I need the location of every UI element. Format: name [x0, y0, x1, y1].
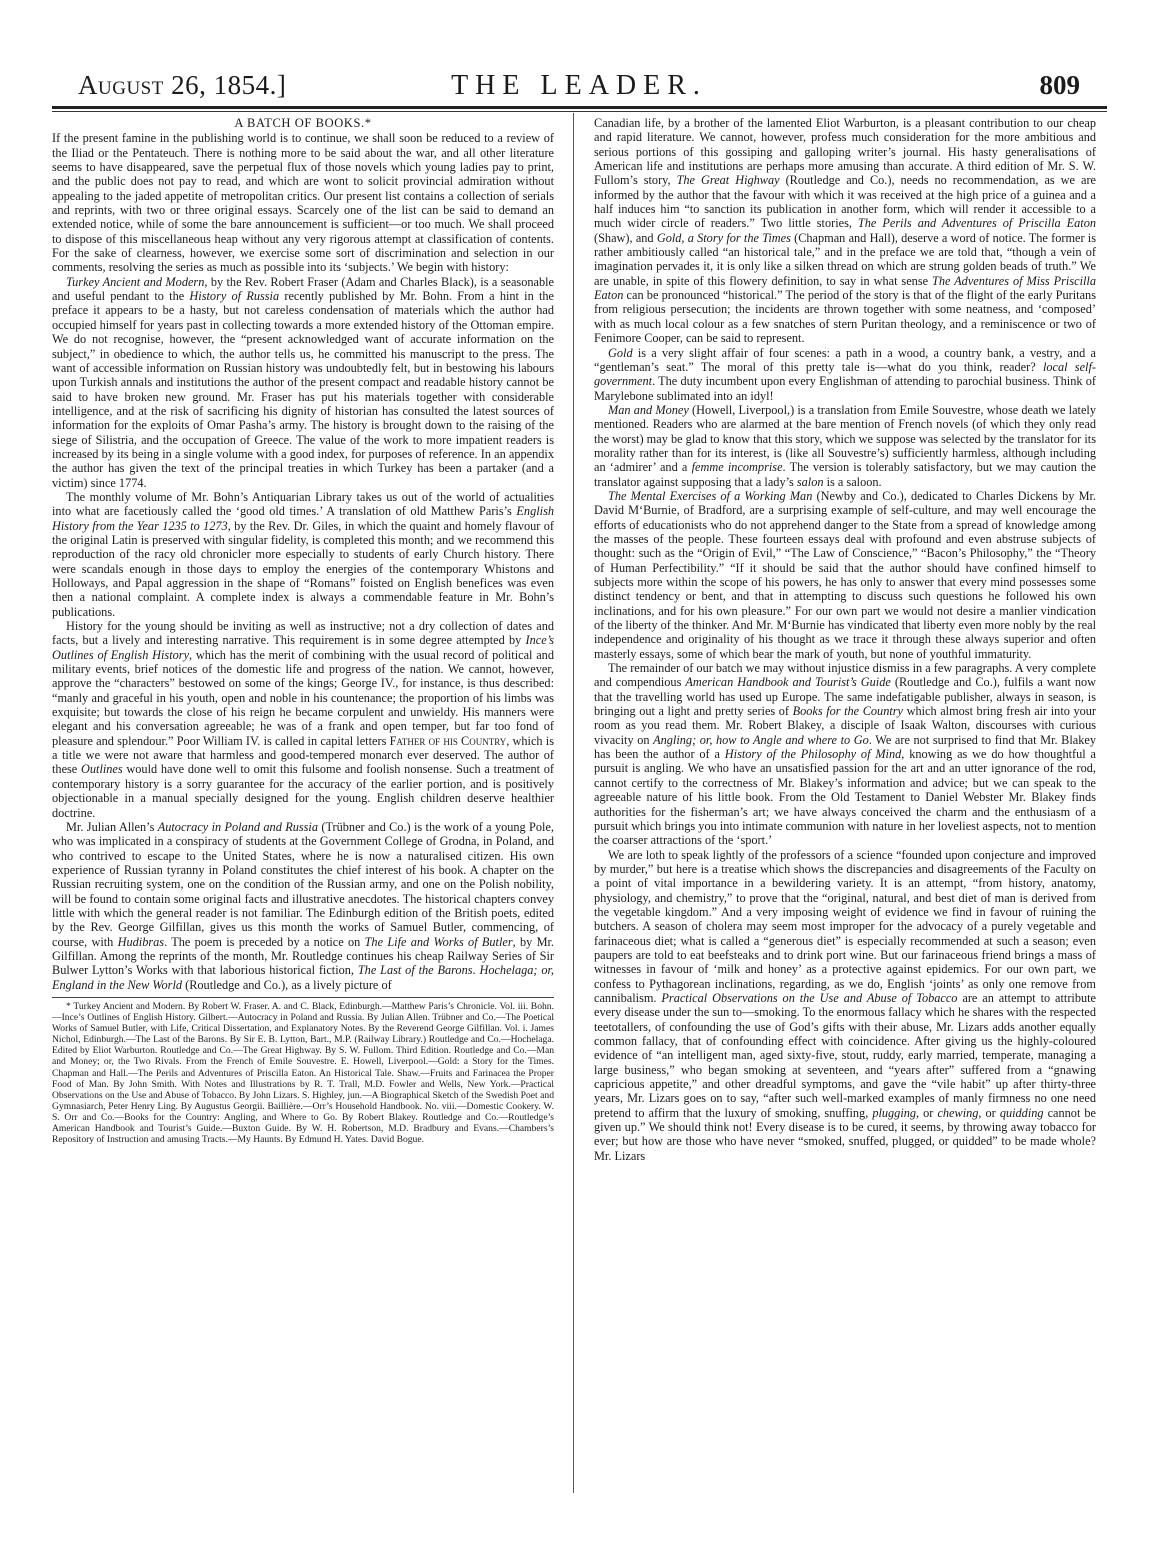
left-column — [52, 116, 554, 1145]
paragraph-hochelaga: Canadian life, by a brother of the lamented Eliot Warburton, is a pleasant contribution to our cheap and rapid literature. We cannot, however, profess much consideration for the more ambitious and serious portions of this gossiping and galloping writer’s journal. His hasty generalisations of American life and institutions are perhaps more amusing than accurate. A third edition of Mr. S. W. Fullom’s story, The Great Highway (Routledge and Co.), needs no recommendation, as we are informed by the author that the favour with which it was received at the high price of a guinea and a half induces him “to sanction its publication in another form, which will render it accessible to a much wider circle of readers.” Two little stories, The Perils and Adventures of Priscilla Eaton (Shaw), and Gold, a Story for the Times (Chapman and Hall), deserve a word of notice. The former is rather ambitiously called “an historical tale,” and in the preface we are told that, “though a vein of imagination pervades it, it is only like a silken thread on which are strung golden beads of truth.” We are unable, in spite of this flowery definition, to say in what sense The Adventures of Miss Priscilla Eaton can be pronounced “historical.” The period of the story is that of the flight of the early Puritans from religious persecution; the incidents are thrown together with some neatness, and ‘composed’ with as much local colour as a few snatches of stern Puritan theology, and a reminiscence or two of Fenimore Cooper, can be said to represent. — [594, 116, 1097, 346]
footnote-rule — [52, 997, 554, 998]
paragraph-history-young: History for the young should be inviting as well as instructive; not a dry collection of dates and facts, but a lively and interesting narrative. This requirement is in some degree attempted by Ince’s Outlines of English History, which has the merit of combining with the usual record of political and military events, brief notices of the domestic life and progress of the nation. We cannot, however, approve the “characters” bestowed on some of the kings; George IV., for instance, is thus described: “manly and graceful in his youth, open and noble in his countenance; the proportion of his limbs was exquisite; but towards the close of his reign he became corpulent and unwieldy. His manners were elegant and his conversation agreeable; he was of a frank and open temper, but far too fond of pleasure and splendour.” Poor William IV. is called in capital letters Father of his Country, which is a title we were not aware that harmless and good-tempered monarch ever deserved. The author of these Outlines would have done well to omit this fulsome and foolish nonsense. Such a treatment of contemporary history is a sorry guarantee for the accuracy of the earlier portion, and is positively objectionable in a manual specially designed for the young. English children deserve healthier doctrine. — [52, 619, 554, 820]
paragraph-intro: If the present famine in the publishing world is to continue, we shall soon be reduced to a review of the Iliad or the Pentateuch. There is nothing more to be said about the war, and all other literature seems to have disappeared, save the perpetual flux of those novels which young ladies pay to print, and the public does not pay to read, and which are wont to solicit provincial admiration without appealing to the jaded appetite of metropolitan critics. Our present list contains a collection of serials and reprints, with two or three original essays. Scarcely one of the list can be said to demand an extended notice, while of some the bare announcement is sufficient—or too much. We shall proceed to dispose of this miscellaneous heap without any very rigorous attempt at classification of contents. For the sake of clearness, however, we exercise some sort of discrimination and selection in our comments, resolving the series as much as possible into its ‘subjects.’ We begin with history: — [52, 131, 554, 275]
masthead — [78, 70, 1080, 110]
header-rule-thin — [52, 111, 1107, 112]
article-heading: A BATCH OF BOOKS.* — [234, 116, 372, 130]
right-column — [594, 116, 1096, 1163]
paragraph-remainder: The remainder of our batch we may without injustice dismiss in a few paragraphs. A very complete and compendious American Handbook and Tourist’s Guide (Routledge and Co.), fulfils a want now that the travelling world has used up Europe. The same indefatigable publisher, always in season, is bringing out a light and pretty series of Books for the Country which almost bring fresh air into your room as you read them. Mr. Robert Blakey, a disciple of Isaak Walton, discourses with curious vivacity on Angling; or, how to Angle and where to Go. We are not surprised to find that Mr. Blakey has been the author of a History of the Philosophy of Mind, knowing as we do how thoughtful a pursuit is angling. We who have an unsatisfied passion for the art and an utter ignorance of the rod, cannot certify to the correctness of Mr. Blakey’s information and advice; but we can speak to the agreeable nature of his little book. From the Old Testament to Daniel Webster Mr. Blakey finds authorities for the fisherman’s art; we have always conceived the charm and the enthusiasm of a pursuit which brings you into intimate communion with nature in her loveliest aspects, not to mention the coarser attractions of the ‘sport.’ — [594, 661, 1097, 848]
paragraph-gold: Gold is a very slight affair of four scenes: a path in a wood, a country bank, a vestry, and a “gentleman’s seat.” The moral of this pretty tale is—what do you think, reader? local self-government. The duty incumbent upon every Englishman of attending to parochial business. Think of Marylebone sublimated into an idyl! — [594, 345, 1096, 403]
column-divider — [573, 113, 574, 1493]
issue-date: August 26, 1854.] — [78, 70, 287, 100]
footnote: * Turkey Ancient and Modern. By Robert W. Fraser. A. and C. Black, Edinburgh.—Matthew Paris’s Chronicle. Vol. iii. Bohn.—Ince’s Outlines of English History. Gilbert.—Autocracy in Poland and Russia. By Julian Allen. Trübner and Co.—The Poetical Works of Samuel Butler, with Life, Critical Dissertation, and Explanatory Notes. By the Reverend George Gilfillan. Vol. i. James Nichol, Edinburgh.—The Last of the Barons. By Sir E. B. Lytton, Bart., M.P. (Railway Library.) Routledge and Co.—Hochelaga. Edited by Eliot Warburton. Routledge and Co.—The Great Highway. By S. W. Fullom. Third Edition. Routledge and Co.—Man and Money; or, the Two Rivals. From the French of Emile Souvestre. E. Howell, Liverpool.—Gold: a Story for the Times. Chapman and Hall.—The Perils and Adventures of Priscilla Eaton. An Historical Tale. Shaw.—Fruits and Farinacea the Proper Food of Man. By John Smith. With Notes and Illustrations by R. T. Trall, M.D. Fowler and Wells, New York.—Practical Observations on the Use and Abuse of Tobacco. By John Lizars. S. Highley, jun.—A Biographical Sketch of the Swedish Poet and Gymnasiarch, Peter Henry Ling. By Augustus Georgii. Baillière.—Orr’s Household Handbook. No. viii.—Domestic Cookery. W. S. Orr and Co.—Books for the Country: Angling, and Where to Go. By Robert Blakey. Routledge and Co.—Routledge’s American Handbook and Tourist’s Guide.—Buxton Guide. By W. H. Robertson, M.D. Bradbury and Evans.—Chambers’s Repository of Instruction and amusing Tracts.—My Haunts. By Edmund H. Yates. David Bogue. — [52, 1000, 554, 1146]
paragraph-man-and-money: Man and Money (Howell, Liverpool,) is a translation from Emile Souvestre, whose death we lately mentioned. Readers who are alarmed at the bare mention of French novels (of which they only read the worst) may be glad to know that this story, which we suppose was selected by the translator for its morality rather than for its interest, is (like all Souvestre’s) sufficiently harmless, although including an ‘admirer’ and a femme incomprise. The version is tolerably satisfactory, but we may caution the translator against supposing that a lady’s salon is a saloon. — [594, 402, 1096, 489]
paragraph-diet-tobacco: We are loth to speak lightly of the professors of a science “founded upon conjecture and improved by murder,” but here is a treatise which shows the discrepancies and disagreements of the Faculty on a point of vital importance in a bewildering variety. It is an attempt, “from history, anatomy, physiology, and chemistry,” to prove that the “original, natural, and best diet of man is derived from the vegetable kingdom.” And a very imposing weight of evidence we find in favour of ruining the butchers. A season of cholera may seem most improper for the advocacy of a purely vegetable and farinaceous diet; what is called a “generous diet” is especially recommended at such a season; even paupers are told to eat beefsteaks and to drink port wine. But our farinaceous friend brings a mass of witnesses in favour of ‘milk and honey’ as a protective against epidemics. For our own part, we confess to Pythagorean inclinations, regarding, as we do, English ‘joints’ as only one remove from cannibalism. Practical Observations on the Use and Abuse of Tobacco are an attempt to attribute every disease under the sun to—smoking. To the enormous fallacy which he shares with the respected teetotallers, of confounding the use of God’s gifts with their abuse, Mr. Lizars adds another equally common fallacy, that of confounding effect with coincidence. After giving us the highly-coloured evidence of “an intelligent man, aged sixty-five, stout, ruddy, early married, temperate, managing a large business,” who began smoking at seventeen, and “years after” suffered from a “gnawing capricious appetite,” and other dreadful symptoms, and gave the “vile habit” up after thirty-three years, Mr. Lizars goes on to say, “after such well-marked examples of manly firmness no one need pretend to affirm that the luxury of smoking, snuffing, plugging, or chewing, or quidding cannot be given up.” We should think not! Every disease is to be cured, it seems, by throwing away tobacco for ever; but how are those who have never “smoked, snuffed, plugged, or quidded” to be made whole? Mr. Lizars — [594, 847, 1097, 1163]
paragraph-turkey: Turkey Ancient and Modern, by the Rev. Robert Fraser (Adam and Charles Black), is a seasonable and useful pendant to the History of Russia recently published by Mr. Bohn. From a hint in the preface it appears to be a hasty, but not careless condensation of materials which the author had occupied himself for years past in collecting towards a more extended history of the Ottoman empire. We do not recognise, however, the “present acknowledged want of accurate information on the subject,” in obedience to which, the author tells us, he committed his manuscript to the press. The want of accessible information on Russian history was undoubtedly felt, but in bestowing his labours upon Turkish annals and institutions the author of the present compact and readable history cannot be said to have broken new ground. Mr. Fraser has put his materials together with considerable intelligence, and at the risk of sacrificing his dignity of historian has consulted the latest sources of information for the exploits of Omar Pasha’s army. The history is brought down to the raising of the siege of Silistria, and the occupation of Greece. The value of the work to more impatient readers is increased by its being in a single volume with a good index, for purposes of reference. In an appendix the author has given the text of the principal treaties in which Turkey has been a partaker (and a victim) since 1774. — [52, 274, 554, 490]
header-rule — [52, 106, 1107, 109]
newspaper-title: THE LEADER. — [451, 70, 707, 101]
paragraph-allen: Mr. Julian Allen’s Autocracy in Poland and Russia (Trübner and Co.) is the work of a young Pole, who was implicated in a conspiracy of students at the Government College of Grodna, in Poland, and who contrived to escape to the United States, where he is now a naturalised citizen. His own experience of Russian tyranny in Poland constitutes the chief interest of his book. A chapter on the Russian recruiting system, one on the condition of the Russian army, and one on the Polish nobility, will be found to contain some original facts and illustrative anecdotes. The historical chapters convey little with which the general reader is not familiar. The Edinburgh edition of the British poets, edited by the Rev. George Gilfillan, gives us this month the works of Samuel Butler, commencing, of course, with Hudibras. The poem is preceded by a notice on The Life and Works of Butler, by Mr. Gilfillan. Among the reprints of the month, Mr. Routledge continues his cheap Railway Series of Sir Bulwer Lytton’s Works with that laborious historical fiction, The Last of the Barons. Hochelaga; or, England in the New World (Routledge and Co.), as a lively picture of — [52, 819, 554, 992]
page-number: 809 — [1039, 70, 1080, 100]
paragraph-mental-exercises: The Mental Exercises of a Working Man (Newby and Co.), dedicated to Charles Dickens by Mr. David M‘Burnie, of Bradford, are a surprising example of self-culture, and may well encourage the efforts of educationists who do not apprehend danger to the State from a spread of knowledge among the masses of the people. These fourteen essays deal with profound and even abstruse subjects of thought: such as the “Origin of Evil,” “The Law of Conscience,” “Bacon’s Philosophy,” the “Theory of Human Perfectibility.” “If it should be said that the author should have confined himself to subjects more within the scope of his powers, he has only to answer that every mind possesses some distinct tendency or bent, and that in attempting to discuss such questions he followed his own inclinations, and for his own pleasure.” For our own part we would not desire a manlier vindication of the liberty of the thinker. And Mr. M‘Burnie has vindicated that liberty even more nobly by the real independence and originality of his thought as we trace it through these always superior and often masterly essays, some of which bear the mark of youth, but none of youthful immaturity. — [594, 488, 1096, 661]
paragraph-bohn: The monthly volume of Mr. Bohn’s Antiquarian Library takes us out of the world of actualities into what are facetiously called the ‘good old times.’ A translation of old Matthew Paris’s English History from the Year 1235 to 1273, by the Rev. Dr. Giles, in which the quaint and homely flavour of the original Latin is preserved with singular fidelity, is completed this month; and we recommend this reproduction of the racy old chronicler more especially to students of early Church history. There were scandals enough in those days to employ the energies of the contemporary Whistons and Holloways, and Papal aggression in the shape of “Romans” foisted on English benefices was even then a national complaint. A complete index is always a commendable feature in Mr. Bohn’s publications. — [52, 489, 554, 619]
